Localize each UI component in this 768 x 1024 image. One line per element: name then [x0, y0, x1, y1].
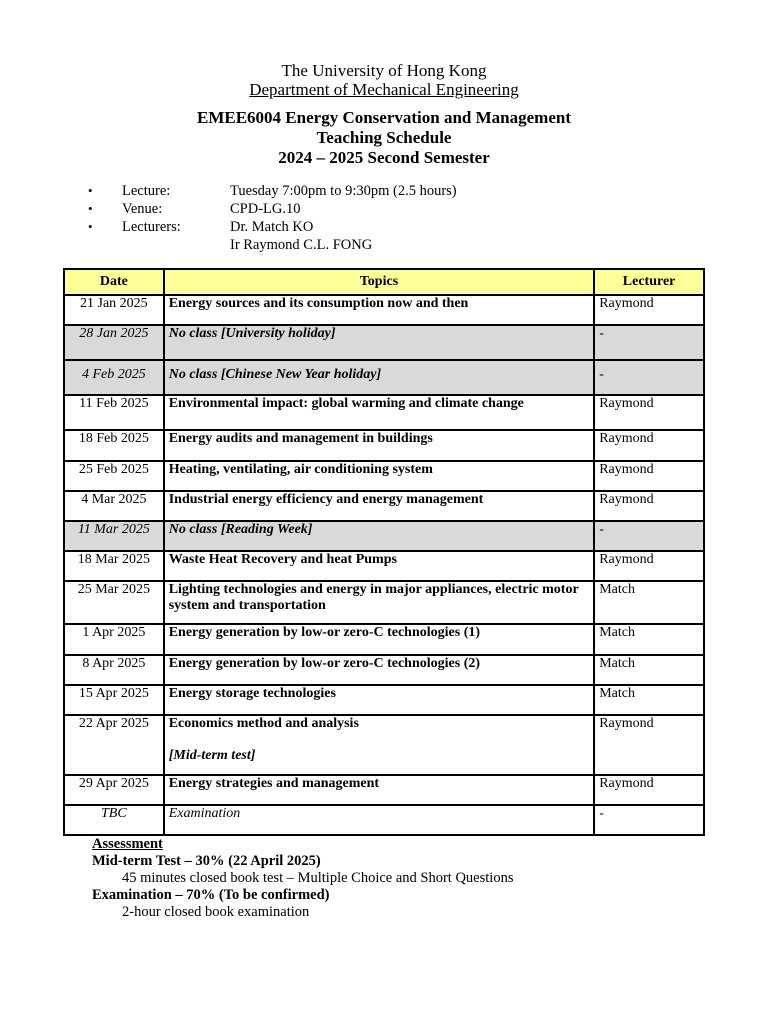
university-name: The University of Hong Kong	[281, 61, 487, 80]
lecturer-1: Dr. Match KO	[230, 219, 314, 235]
bullet-icon: •	[88, 183, 93, 198]
row-date: TBC	[64, 805, 164, 835]
venue-value: CPD-LG.10	[230, 201, 301, 217]
row-lecturer: Raymond	[594, 491, 704, 521]
row-topic: Energy storage technologies	[164, 685, 594, 715]
row-date: 1 Apr 2025	[64, 624, 164, 655]
row-date: 11 Mar 2025	[64, 521, 164, 551]
table-row	[64, 360, 704, 395]
row-topic-cell	[164, 715, 594, 775]
row-date: 18 Feb 2025	[64, 430, 164, 461]
row-lecturer: Raymond	[594, 715, 704, 775]
table-row	[64, 295, 704, 325]
row-topic: Lighting technologies and energy in major appliances, electric motor system and transportation	[164, 581, 594, 624]
row-date: 8 Apr 2025	[64, 655, 164, 685]
exam-detail: 2-hour closed book examination	[122, 904, 310, 920]
lecture-label: Lecture:	[122, 183, 171, 199]
venue-label: Venue:	[122, 201, 163, 217]
semester-title: 2024 – 2025 Second Semester	[278, 148, 490, 167]
bullet-icon: •	[88, 219, 93, 234]
table-row	[64, 395, 704, 430]
row-topic: Economics method and analysis	[168, 716, 359, 731]
midterm-note: [Mid-term test]	[168, 748, 256, 763]
row-date: 18 Mar 2025	[64, 551, 164, 581]
row-topic: Examination	[164, 805, 594, 835]
table-row	[64, 491, 704, 521]
row-topic: No class [University holiday]	[164, 325, 594, 360]
row-topic: No class [Chinese New Year holiday]	[164, 360, 594, 395]
row-lecturer: Raymond	[594, 775, 704, 805]
table-row	[64, 624, 704, 655]
table-row	[64, 685, 704, 715]
row-topic: No class [Reading Week]	[164, 521, 594, 551]
row-lecturer: Match	[594, 685, 704, 715]
row-date: 25 Feb 2025	[64, 461, 164, 491]
table-row	[64, 551, 704, 581]
row-topic: Waste Heat Recovery and heat Pumps	[164, 551, 594, 581]
row-date: 22 Apr 2025	[64, 715, 164, 775]
department-name-text: Department of Mechanical Engineering	[249, 80, 519, 99]
lecturers-label: Lecturers:	[122, 219, 181, 235]
row-date: 21 Jan 2025	[64, 295, 164, 325]
row-date: 11 Feb 2025	[64, 395, 164, 430]
row-lecturer: Match	[594, 624, 704, 655]
assessment-section	[92, 836, 513, 921]
row-lecturer: Match	[594, 581, 704, 624]
table-row	[64, 461, 704, 491]
department-name	[0, 80, 768, 100]
schedule-table	[63, 268, 705, 836]
row-topic: Energy strategies and management	[164, 775, 594, 805]
row-lecturer: -	[594, 325, 704, 360]
row-topic: Energy generation by low-or zero-C technologies (2)	[164, 655, 594, 685]
row-lecturer: Raymond	[594, 395, 704, 430]
row-date: 29 Apr 2025	[64, 775, 164, 805]
row-lecturer: -	[594, 805, 704, 835]
row-topic: Environmental impact: global warming and climate change	[164, 395, 594, 430]
header-topics: Topics	[164, 269, 594, 295]
midterm-title: Mid-term Test – 30% (22 April 2025)	[92, 853, 321, 869]
table-row	[64, 430, 704, 461]
table-row	[64, 521, 704, 551]
table-row	[64, 775, 704, 805]
header-date: Date	[64, 269, 164, 295]
exam-title: Examination – 70% (To be confirmed)	[92, 887, 330, 903]
table-row	[64, 715, 704, 775]
row-topic: Energy audits and management in buildings	[164, 430, 594, 461]
row-date: 15 Apr 2025	[64, 685, 164, 715]
schedule-title: Teaching Schedule	[316, 128, 452, 147]
row-lecturer: Raymond	[594, 430, 704, 461]
table-row	[64, 325, 704, 360]
midterm-detail: 45 minutes closed book test – Multiple Choice and Short Questions	[122, 870, 514, 886]
bullet-icon: •	[88, 201, 93, 216]
row-date: 4 Mar 2025	[64, 491, 164, 521]
row-lecturer: Raymond	[594, 551, 704, 581]
row-lecturer: Raymond	[594, 295, 704, 325]
row-date: 28 Jan 2025	[64, 325, 164, 360]
row-lecturer: -	[594, 360, 704, 395]
assessment-title: Assessment	[92, 836, 163, 852]
row-date: 4 Feb 2025	[64, 360, 164, 395]
lecturer-2: Ir Raymond C.L. FONG	[230, 237, 373, 253]
row-topic: Industrial energy efficiency and energy management	[164, 491, 594, 521]
row-lecturer: Raymond	[594, 461, 704, 491]
row-topic: Energy generation by low-or zero-C technologies (1)	[164, 624, 594, 655]
row-topic: Energy sources and its consumption now and then	[164, 295, 594, 325]
row-topic: Heating, ventilating, air conditioning system	[164, 461, 594, 491]
table-row	[64, 655, 704, 685]
row-date: 25 Mar 2025	[64, 581, 164, 624]
course-title: EMEE6004 Energy Conservation and Management	[197, 108, 571, 127]
header-lecturer: Lecturer	[594, 269, 704, 295]
row-lecturer: -	[594, 521, 704, 551]
row-lecturer: Match	[594, 655, 704, 685]
lecture-value: Tuesday 7:00pm to 9:30pm (2.5 hours)	[230, 183, 457, 199]
table-row	[64, 581, 704, 624]
table-row	[64, 805, 704, 835]
table-header-row	[64, 269, 704, 295]
